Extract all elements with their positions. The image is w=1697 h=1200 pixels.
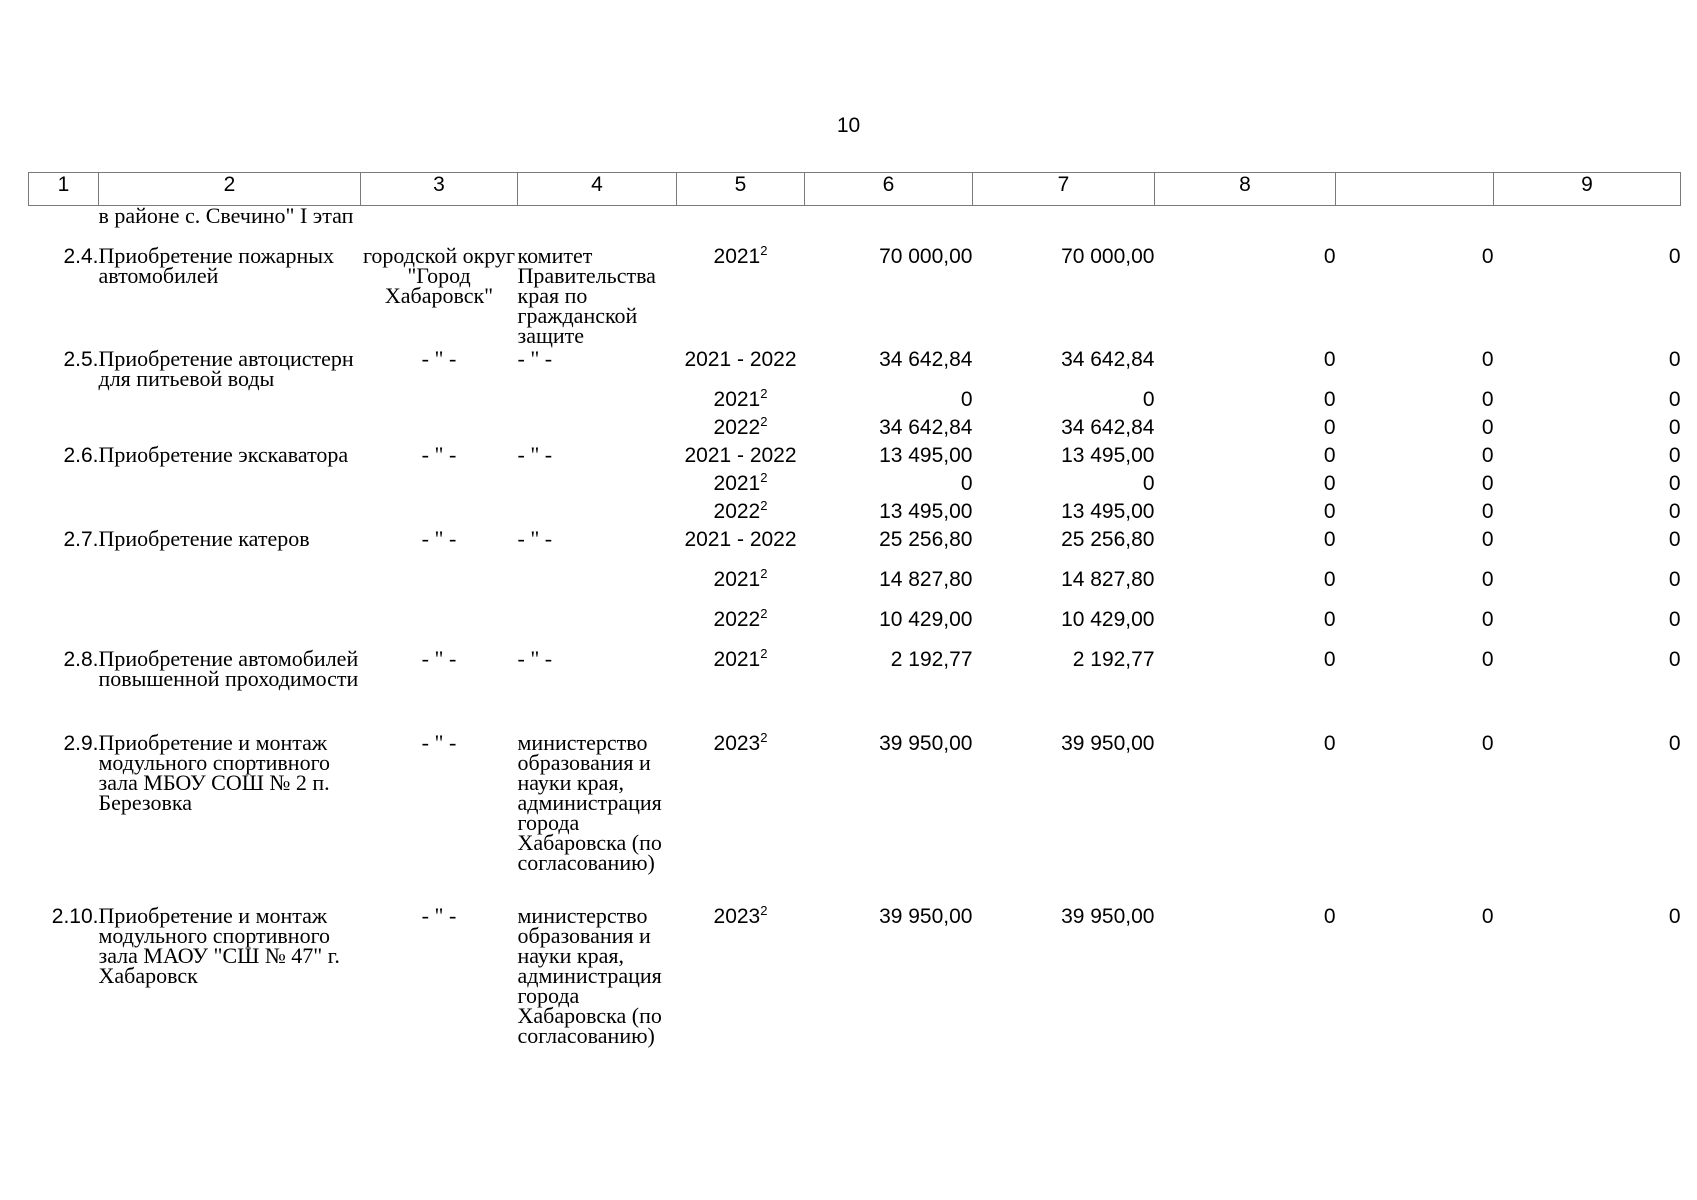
table-row — [29, 906, 1681, 1076]
row-number: 2.7. — [63, 527, 99, 551]
row-col6: 13 495,00 — [879, 499, 973, 523]
row-year — [677, 445, 805, 473]
row-place: городской округ "Город Хабаровск" — [362, 242, 516, 308]
year-value: 2022 — [713, 607, 761, 631]
row-number — [29, 473, 99, 501]
row-col8: 0 — [1323, 443, 1336, 467]
row-col7: 70 000,00 — [1061, 244, 1155, 268]
row-col8: 0 — [1323, 415, 1336, 439]
row-col8: 0 — [1323, 347, 1336, 371]
header-cell — [1336, 173, 1494, 206]
table-row — [29, 733, 1681, 906]
row-number — [29, 389, 99, 417]
row-col8b: 0 — [1481, 647, 1494, 671]
row-responsible: комитет Правительства края по гражданской защите — [517, 242, 656, 348]
row-place — [361, 473, 518, 501]
header-cell: 3 — [361, 173, 518, 206]
row-col7: 34 642,84 — [1061, 347, 1155, 371]
year-value: 2021 — [713, 567, 761, 591]
row-year — [677, 469, 805, 501]
row-col9: 0 — [1668, 904, 1681, 928]
header-cell: 1 — [29, 173, 99, 206]
row-place — [361, 569, 518, 609]
table-row — [29, 389, 1681, 417]
row-place — [361, 389, 518, 417]
table-row — [29, 649, 1681, 733]
row-col7: 39 950,00 — [1061, 904, 1155, 928]
row-year — [677, 242, 805, 349]
header-cell: 8 — [1155, 173, 1336, 206]
row-year — [677, 902, 805, 1076]
row-col9: 0 — [1668, 607, 1681, 631]
footnote-mark: 2 — [760, 497, 768, 513]
row-col9: 0 — [1668, 647, 1681, 671]
year-value: 2021 — [713, 647, 761, 671]
row-col6: 2 192,77 — [890, 647, 973, 671]
row-name: Приобретение экскаватора — [98, 441, 349, 467]
row-responsible: министерство образования и науки края, администрация города Хабаровска (по согласованию) — [517, 902, 662, 1048]
table-row — [29, 473, 1681, 501]
row-col6: 25 256,80 — [879, 527, 973, 551]
row-col6: 0 — [960, 471, 973, 495]
row-col6: 13 495,00 — [879, 443, 973, 467]
row-col8b: 0 — [1481, 471, 1494, 495]
row-col8: 0 — [1323, 499, 1336, 523]
row-responsible — [518, 609, 677, 649]
row-col9: 0 — [1668, 244, 1681, 268]
continuation-text: в районе с. Свечино" I этап — [98, 203, 354, 228]
table-row — [29, 349, 1681, 389]
row-year — [677, 413, 805, 445]
row-col8b: 0 — [1481, 731, 1494, 755]
row-name — [99, 417, 361, 445]
header-cell: 5 — [677, 173, 805, 206]
row-name — [99, 473, 361, 501]
row-col7: 0 — [1142, 387, 1155, 411]
row-col7: 39 950,00 — [1061, 731, 1155, 755]
row-col7: 34 642,84 — [1061, 415, 1155, 439]
row-number — [29, 417, 99, 445]
row-number: 2.8. — [63, 647, 99, 671]
row-place: - " - — [421, 902, 457, 928]
continuation-row — [29, 206, 1681, 246]
row-col6: 39 950,00 — [879, 904, 973, 928]
row-col8: 0 — [1323, 527, 1336, 551]
row-col9: 0 — [1668, 499, 1681, 523]
row-responsible — [518, 501, 677, 529]
row-year — [677, 605, 805, 649]
row-responsible: - " - — [517, 525, 553, 551]
year-value: 2022 — [713, 415, 761, 439]
row-col7: 13 495,00 — [1061, 443, 1155, 467]
row-col8b: 0 — [1481, 244, 1494, 268]
row-number — [29, 609, 99, 649]
footnote-mark: 2 — [760, 469, 768, 485]
row-col8: 0 — [1323, 607, 1336, 631]
row-year — [677, 565, 805, 609]
row-year — [677, 385, 805, 417]
year-value: 2021 — [713, 471, 761, 495]
row-number — [29, 501, 99, 529]
row-responsible — [518, 389, 677, 417]
row-col8b: 0 — [1481, 387, 1494, 411]
row-name: Приобретение автомобилей повышенной проходимости — [98, 645, 359, 691]
page-number: 10 — [836, 114, 861, 137]
row-col6: 34 642,84 — [879, 415, 973, 439]
row-name: Приобретение автоцистерн для питьевой воды — [98, 345, 354, 391]
row-col6: 0 — [960, 387, 973, 411]
row-col7: 10 429,00 — [1061, 607, 1155, 631]
table-row — [29, 529, 1681, 569]
row-name — [99, 501, 361, 529]
header-cell: 2 — [99, 173, 361, 206]
year-value: 2021 - 2022 — [684, 347, 797, 371]
table-header-row — [29, 173, 1681, 206]
row-name — [99, 569, 361, 609]
year-value: 2021 — [713, 387, 761, 411]
footnote-mark: 2 — [760, 645, 768, 661]
row-year — [677, 497, 805, 529]
row-place: - " - — [421, 441, 457, 467]
row-responsible — [518, 473, 677, 501]
row-place: - " - — [421, 525, 457, 551]
row-col6: 10 429,00 — [879, 607, 973, 631]
row-col8b: 0 — [1481, 347, 1494, 371]
row-col6: 34 642,84 — [879, 347, 973, 371]
row-place — [361, 501, 518, 529]
row-col8: 0 — [1323, 244, 1336, 268]
row-responsible: - " - — [517, 441, 553, 467]
row-col8b: 0 — [1481, 527, 1494, 551]
row-col9: 0 — [1668, 415, 1681, 439]
header-cell: 7 — [973, 173, 1155, 206]
row-col6: 14 827,80 — [879, 567, 973, 591]
footnote-mark: 2 — [760, 729, 768, 745]
table-row — [29, 501, 1681, 529]
row-col9: 0 — [1668, 443, 1681, 467]
table-row — [29, 246, 1681, 349]
row-year — [677, 645, 805, 733]
header-cell: 6 — [805, 173, 973, 206]
table-row — [29, 417, 1681, 445]
row-responsible — [518, 417, 677, 445]
row-place: - " - — [421, 345, 457, 371]
year-value: 2023 — [713, 904, 761, 928]
row-year — [677, 529, 805, 569]
row-place: - " - — [421, 645, 457, 671]
row-number: 2.6. — [63, 443, 99, 467]
row-year — [677, 349, 805, 389]
row-number: 2.10. — [51, 904, 99, 928]
row-col8b: 0 — [1481, 443, 1494, 467]
row-col8: 0 — [1323, 567, 1336, 591]
row-col8b: 0 — [1481, 567, 1494, 591]
row-name: Приобретение пожарных автомобилей — [98, 242, 335, 288]
row-col8: 0 — [1323, 387, 1336, 411]
footnote-mark: 2 — [760, 605, 768, 621]
row-col7: 0 — [1142, 471, 1155, 495]
row-col8: 0 — [1323, 471, 1336, 495]
row-col8: 0 — [1323, 647, 1336, 671]
row-col9: 0 — [1668, 471, 1681, 495]
row-place — [361, 417, 518, 445]
row-responsible: - " - — [517, 345, 553, 371]
row-name — [99, 609, 361, 649]
row-col8b: 0 — [1481, 499, 1494, 523]
footnote-mark: 2 — [760, 902, 768, 918]
row-col8: 0 — [1323, 731, 1336, 755]
row-name: Приобретение и монтаж модульного спортивного зала МАОУ "СШ № 47" г. Хабаровск — [98, 902, 340, 988]
row-responsible: министерство образования и науки края, администрация города Хабаровска (по согласованию) — [517, 729, 662, 875]
row-number: 2.9. — [63, 731, 99, 755]
row-col8b: 0 — [1481, 607, 1494, 631]
year-value: 2021 — [713, 244, 761, 268]
row-number: 2.5. — [63, 347, 99, 371]
row-col9: 0 — [1668, 387, 1681, 411]
header-cell: 4 — [518, 173, 677, 206]
year-value: 2023 — [713, 731, 761, 755]
table-row — [29, 569, 1681, 609]
row-responsible: - " - — [517, 645, 553, 671]
footnote-mark: 2 — [760, 565, 768, 581]
table-row — [29, 445, 1681, 473]
row-col9: 0 — [1668, 567, 1681, 591]
row-name: Приобретение и монтаж модульного спортивного зала МБОУ СОШ № 2 п. Березовка — [98, 729, 331, 815]
row-number — [29, 569, 99, 609]
row-col7: 14 827,80 — [1061, 567, 1155, 591]
row-col7: 2 192,77 — [1072, 647, 1155, 671]
row-place: - " - — [421, 729, 457, 755]
footnote-mark: 2 — [760, 413, 768, 429]
year-value: 2021 - 2022 — [684, 527, 797, 551]
row-col9: 0 — [1668, 527, 1681, 551]
row-col8b: 0 — [1481, 415, 1494, 439]
row-col7: 13 495,00 — [1061, 499, 1155, 523]
row-col9: 0 — [1668, 731, 1681, 755]
header-cell: 9 — [1494, 173, 1681, 206]
row-name — [99, 389, 361, 417]
row-col9: 0 — [1668, 347, 1681, 371]
table-row — [29, 609, 1681, 649]
row-col6: 39 950,00 — [879, 731, 973, 755]
row-col8: 0 — [1323, 904, 1336, 928]
row-col8b: 0 — [1481, 904, 1494, 928]
row-responsible — [518, 569, 677, 609]
year-value: 2021 - 2022 — [684, 443, 797, 467]
footnote-mark: 2 — [760, 385, 768, 401]
row-col7: 25 256,80 — [1061, 527, 1155, 551]
row-col6: 70 000,00 — [879, 244, 973, 268]
row-name: Приобретение катеров — [98, 525, 310, 551]
budget-table — [28, 172, 1681, 1076]
row-place — [361, 609, 518, 649]
footnote-mark: 2 — [760, 242, 768, 258]
year-value: 2022 — [713, 499, 761, 523]
row-number: 2.4. — [63, 244, 99, 268]
row-year — [677, 729, 805, 906]
